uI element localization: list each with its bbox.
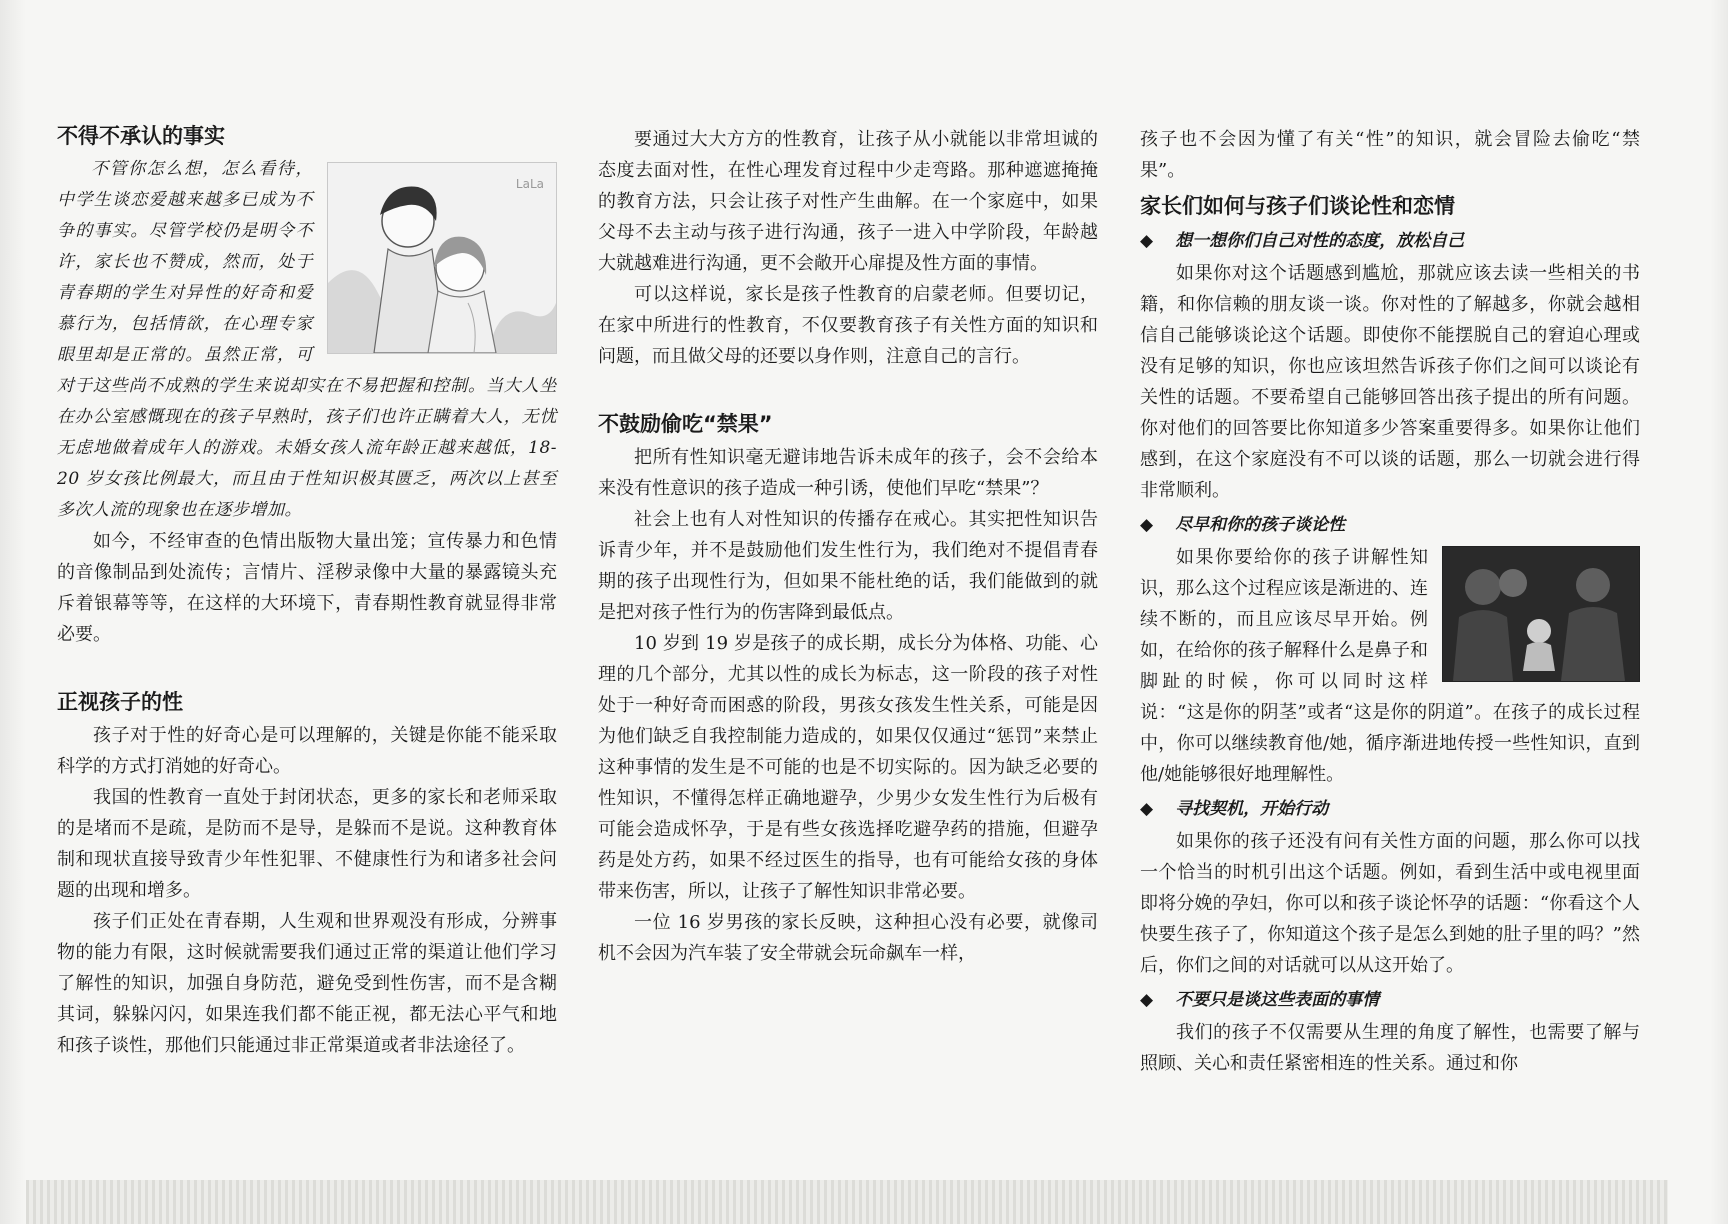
paragraph-social-concern: 社会上也有人对性知识的传播存在戒心。其实把性知识告诉青少年，并不是鼓励他们发生性行为，我们绝对不提倡青春期的孩子出现性行为，但如果不能杜绝的话，我们能做到的就是把对孩子性行为的伤害降到最低点。 <box>598 509 1098 623</box>
heading-how-parents-talk: 家长们如何与孩子们谈论性和恋情 <box>1140 194 1455 218</box>
subheading-relax: ◆ 想一想你们自己对性的态度，放松自己 <box>1140 231 1465 251</box>
paragraph-growth-period: 10 岁到 19 岁是孩子的成长期，成长分为体格、功能、心理的几个部分，尤其以性的成长为标志，这一阶段的孩子对性处于一种好奇而困惑的阶段，男孩女孩发生性关系，可能是因为他们缺乏自我控制能力造成的，如果仅仅通过“惩罚”来禁止这种事情的发生是不可能的也是不切实际的。因为缺乏必要的性知识，不懂得怎样正确地避孕，少男少女发生性行为后极有可能会造成怀孕，于是有些女孩选择吃避孕药的措施，但避孕药是处方药，如果不经过医生的指导，也有可能给女孩的身体带来伤害，所以，让孩子了解性知识非常必要。 <box>598 633 1098 902</box>
paragraph-intro-handwritten: 不管你怎么想，怎么看待，中学生谈恋爱越来越多已成为不争的事实。尽管学校仍是明令不许，家长也不赞成，然而，处于青春期的学生对异性的好奇和爱慕行为，包括情欲，在心理专家眼里却是正常的。虽然正常，可对于这些尚不成熟的学生来说却实在不易把握和控制。当大人坐在办公室感慨现在的孩子早熟时，孩子们也许正瞒着大人，无忧无虑地做着成年人的游戏。未婚女孩人流年龄正越来越低，18-20 岁女孩比例最大，而且由于性知识极其匮乏，两次以上甚至多次人流的现象也在逐步增加。 <box>57 159 557 520</box>
heading-undeniable-fact: 不得不承认的事实 <box>57 124 225 148</box>
subheading-talk-early: ◆ 尽早和你的孩子谈论性 <box>1140 515 1346 535</box>
paragraph-open-education: 要通过大大方方的性教育，让孩子从小就能以非常坦诚的态度去面对性，在性心理发育过程中少走弯路。那种遮遮掩掩的教育方法，只会让孩子对性产生曲解。在一个家庭中，如果父母不去主动与孩子进行沟通，孩子一进入中学阶段，年龄越大就越难进行沟通，更不会敞开心扉提及性方面的事情。 <box>598 129 1098 274</box>
scan-edge-right <box>1710 0 1728 1224</box>
spacer <box>57 650 557 686</box>
flourish-bullet-icon: ◆ <box>1140 231 1154 251</box>
spacer <box>598 372 1098 408</box>
illustration-signature: LaLa <box>515 177 544 191</box>
paragraph-parents-teachers: 可以这样说，家长是孩子性教育的启蒙老师。但要切记，在家中所进行的性教育，不仅要教育孩子有关性方面的知识和问题，而且做父母的还要以身作则，注意自己的言行。 <box>598 284 1098 367</box>
paragraph-curiosity: 孩子对于性的好奇心是可以理解的，关键是你能不能采取科学的方式打消她的好奇心。 <box>57 725 557 777</box>
scan-edge-left <box>0 0 26 1224</box>
heading-face-child-sexuality: 正视孩子的性 <box>57 690 183 714</box>
flourish-bullet-icon: ◆ <box>1140 799 1154 819</box>
anime-couple-illustration <box>327 162 557 354</box>
paragraph-temptation-question: 把所有性知识毫无避讳地告诉未成年的孩子，会不会给本来没有性意识的孩子造成一种引诱，使他们早吃“禁果”？ <box>598 447 1098 499</box>
paragraph-beyond-surface: 我们的孩子不仅需要从生理的角度了解性，也需要了解与照顾、关心和责任紧密相连的性关系。通过和你 <box>1140 1022 1640 1074</box>
family-scene-photo <box>1442 546 1640 682</box>
scan-edge-bottom <box>26 1180 1668 1224</box>
column-1 <box>57 120 557 1061</box>
paragraph-closed-education: 我国的性教育一直处于封闭状态，更多的家长和老师采取的是堵而不是疏，是防而不是导，是躲而不是说。这种教育体制和现状直接导致青少年性犯罪、不健康性行为和诸多社会问题的出现和增多。 <box>57 787 557 901</box>
paragraph-environment: 如今，不经审查的色情出版物大量出笼；宣传暴力和色情的音像制品到处流传；言情片、淫秽录像中大量的暴露镜头充斥着银幕等等，在这样的大环境下，青春期性教育就显得非常必要。 <box>57 531 557 645</box>
heading-forbidden-fruit: 不鼓励偷吃“禁果” <box>598 412 773 436</box>
paragraph-adolescence: 孩子们正处在青春期，人生观和世界观没有形成，分辨事物的能力有限，这时候就需要我们通过正常的渠道让他们学习了解性的知识，加强自身防范，避免受到性伤害，而不是含糊其词，躲躲闪闪，如果连我们都不能正视，都无法心平气和地和孩子谈性，那他们只能通过非正常渠道或者非法途径了。 <box>57 911 557 1056</box>
paragraph-continuation: 孩子也不会因为懂了有关“性”的知识，就会冒险去偷吃“禁果”。 <box>1140 129 1640 181</box>
paragraph-find-opportunity: 如果你的孩子还没有问有关性方面的问题，那么你可以找一个恰当的时机引出这个话题。例如，看到生活中或电视里面即将分娩的孕妇，你可以和孩子谈论怀孕的话题：“你看这个人快要生孩子了，你知道这个孩子是怎么到她的肚子里的吗？”然后，你们之间的对话就可以从这开始了。 <box>1140 831 1640 976</box>
column-3 <box>1140 124 1640 1079</box>
flourish-bullet-icon: ◆ <box>1140 515 1154 535</box>
family-scene-drawing <box>1443 547 1639 681</box>
paragraph-parent-feedback: 一位 16 岁男孩的家长反映，这种担心没有必要，就像司机不会因为汽车装了安全带就会玩命飙车一样， <box>598 912 1098 964</box>
subheading-beyond-surface: ◆ 不要只是谈这些表面的事情 <box>1140 990 1380 1010</box>
column-2 <box>598 124 1098 969</box>
paragraph-talk-early: 如果你要给你的孩子讲解性知识，那么这个过程应该是渐进的、连续不断的，而且应该尽早开始。例如，在给你的孩子解释什么是鼻子和脚趾的时候，你可以同时这样说：“这是你的阴茎”或者“这是你的阴道”。在孩子的成长过程中，你可以继续教育他/她，循序渐进地传授一些性知识，直到他/她能够很好地理解性。 <box>1140 547 1640 785</box>
subheading-find-opportunity: ◆ 寻找契机，开始行动 <box>1140 799 1329 819</box>
flourish-bullet-icon: ◆ <box>1140 990 1154 1010</box>
paragraph-relax: 如果你对这个话题感到尴尬，那就应该去读一些相关的书籍，和你信赖的朋友谈一谈。你对性的了解越多，你就会越相信自己能够谈论这个话题。即使你不能摆脱自己的窘迫心理或没有足够的知识，你也应该坦然告诉孩子你们之间可以谈论有关性的话题。不要希望自己能够回答出孩子提出的所有问题。你对他们的回答要比你知道多少答案重要得多。如果你让他们感到，在这个家庭没有不可以谈的话题，那么一切就会进行得非常顺利。 <box>1140 263 1640 501</box>
